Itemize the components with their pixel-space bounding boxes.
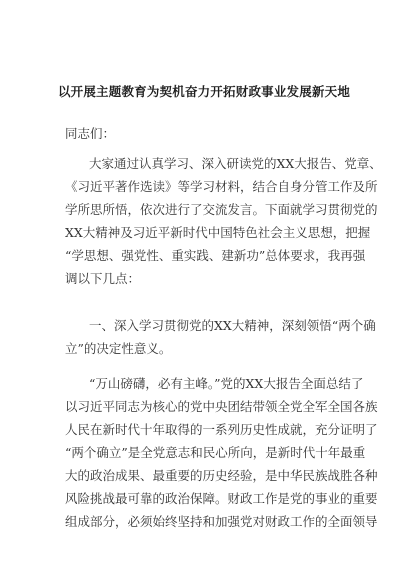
text-line: “万山磅礴，必有主峰。”党的XX大报告全面总结了 — [89, 376, 364, 391]
text-line: 以习近平同志为核心的党中央团结带领全党全军全国各族 — [65, 399, 378, 414]
text-line: XX大精神及习近平新时代中国特色社会主义思想，把握 — [65, 225, 371, 240]
paragraph-intro — [65, 152, 382, 290]
text-line: 一、深入学习贯彻党的XX大精神，深刻领悟“两个确 — [89, 318, 376, 333]
salutation: 同志们： — [65, 126, 116, 141]
text-line: 学所思所悟，依次进行了交流发言。下面就学习贯彻党的 — [65, 202, 378, 217]
text-line: 风险挑战最可靠的政治保障。财政工作是党的事业的重要 — [65, 491, 378, 506]
paragraph-body — [65, 372, 378, 533]
text-line: 《习近平著作选读》等学习材料，结合自身分管工作及所 — [65, 179, 378, 194]
document-title: 以开展主题教育为契机奋力开拓财政事业发展新天地 — [57, 84, 351, 99]
text-line: 大家通过认真学习、深入研读党的XX大报告、党章、 — [89, 156, 382, 171]
text-line: “两个确立”是全党意志和民心所向，是新时代十年最重 — [65, 445, 366, 460]
text-line: 调以下几点： — [65, 271, 141, 286]
text-line: 组成部分，必须始终坚持和加强党对财政工作的全面领导 — [65, 514, 378, 529]
text-line: 立”的决定性意义。 — [65, 341, 172, 356]
paragraph-section-heading — [65, 314, 376, 360]
text-line: “学思想、强党性、重实践、建新功”总体要求，我再强 — [65, 248, 366, 263]
text-line: 大的政治成果、最重要的历史经验，是中华民族战胜各种 — [65, 468, 378, 483]
text-line: 人民在新时代十年取得的一系列历史性成就，充分证明了 — [65, 422, 378, 437]
